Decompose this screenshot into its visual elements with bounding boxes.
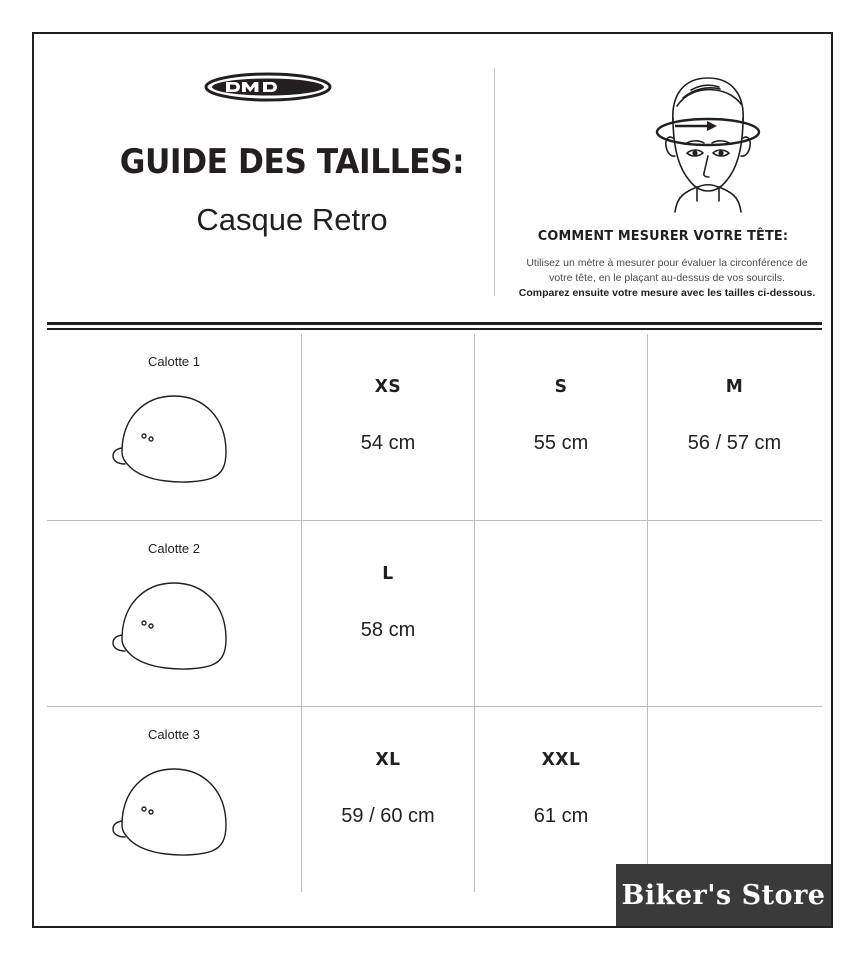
shell-cell [47,521,302,706]
size-code: XXL [541,749,581,770]
head-measure-illustration-icon [613,60,803,220]
size-guide-sheet [32,32,833,928]
helmet-icon [104,569,244,679]
size-cell [648,334,821,520]
size-cell [475,334,648,520]
store-badge [616,864,831,926]
header-divider [47,322,822,330]
measure-instructions [511,256,823,301]
header [34,34,831,324]
measure-panel [494,68,831,299]
size-cell [302,334,475,520]
size-value: 58 cm [360,619,416,641]
shell-label: Calotte 3 [147,727,201,742]
size-cell [302,521,475,706]
size-code: M [725,376,744,397]
size-value: 59 / 60 cm [341,805,435,827]
measure-line-3: Comparez ensuite votre mesure avec les tailles ci-dessous. [518,287,816,299]
size-value: 54 cm [360,432,416,454]
measure-heading: COMMENT MESURER VOTRE TÊTE: [537,228,789,244]
size-code: S [554,376,568,397]
size-code: XL [375,749,401,770]
size-code: L [382,563,394,584]
page-title: GUIDE DES TAILLES: [119,142,465,182]
size-table [47,334,822,894]
size-value: 55 cm [533,432,589,454]
size-cell [475,521,648,706]
shell-cell [47,707,302,892]
shell-cell [47,334,302,520]
size-value: 56 / 57 cm [687,432,782,454]
measure-line-1: Utilisez un mètre à mesurer pour évaluer la circonférence de [526,257,808,269]
size-value: 61 cm [533,805,589,827]
helmet-icon [104,382,244,492]
table-row [47,334,822,520]
divider-thin [47,328,822,330]
size-code: XS [374,376,402,397]
page-subtitle: Casque Retro [196,202,388,237]
shell-label: Calotte 1 [147,354,201,369]
measure-line-2: votre tête, en le plaçant au-dessus de vos sourcils. [549,272,785,284]
helmet-icon [104,755,244,865]
dmd-logo-icon [204,72,332,102]
table-row [47,520,822,706]
shell-label: Calotte 2 [147,541,201,556]
header-left [34,34,494,324]
size-cell [302,707,475,892]
store-badge-label: Biker's Store [621,879,826,911]
size-cell [648,521,821,706]
